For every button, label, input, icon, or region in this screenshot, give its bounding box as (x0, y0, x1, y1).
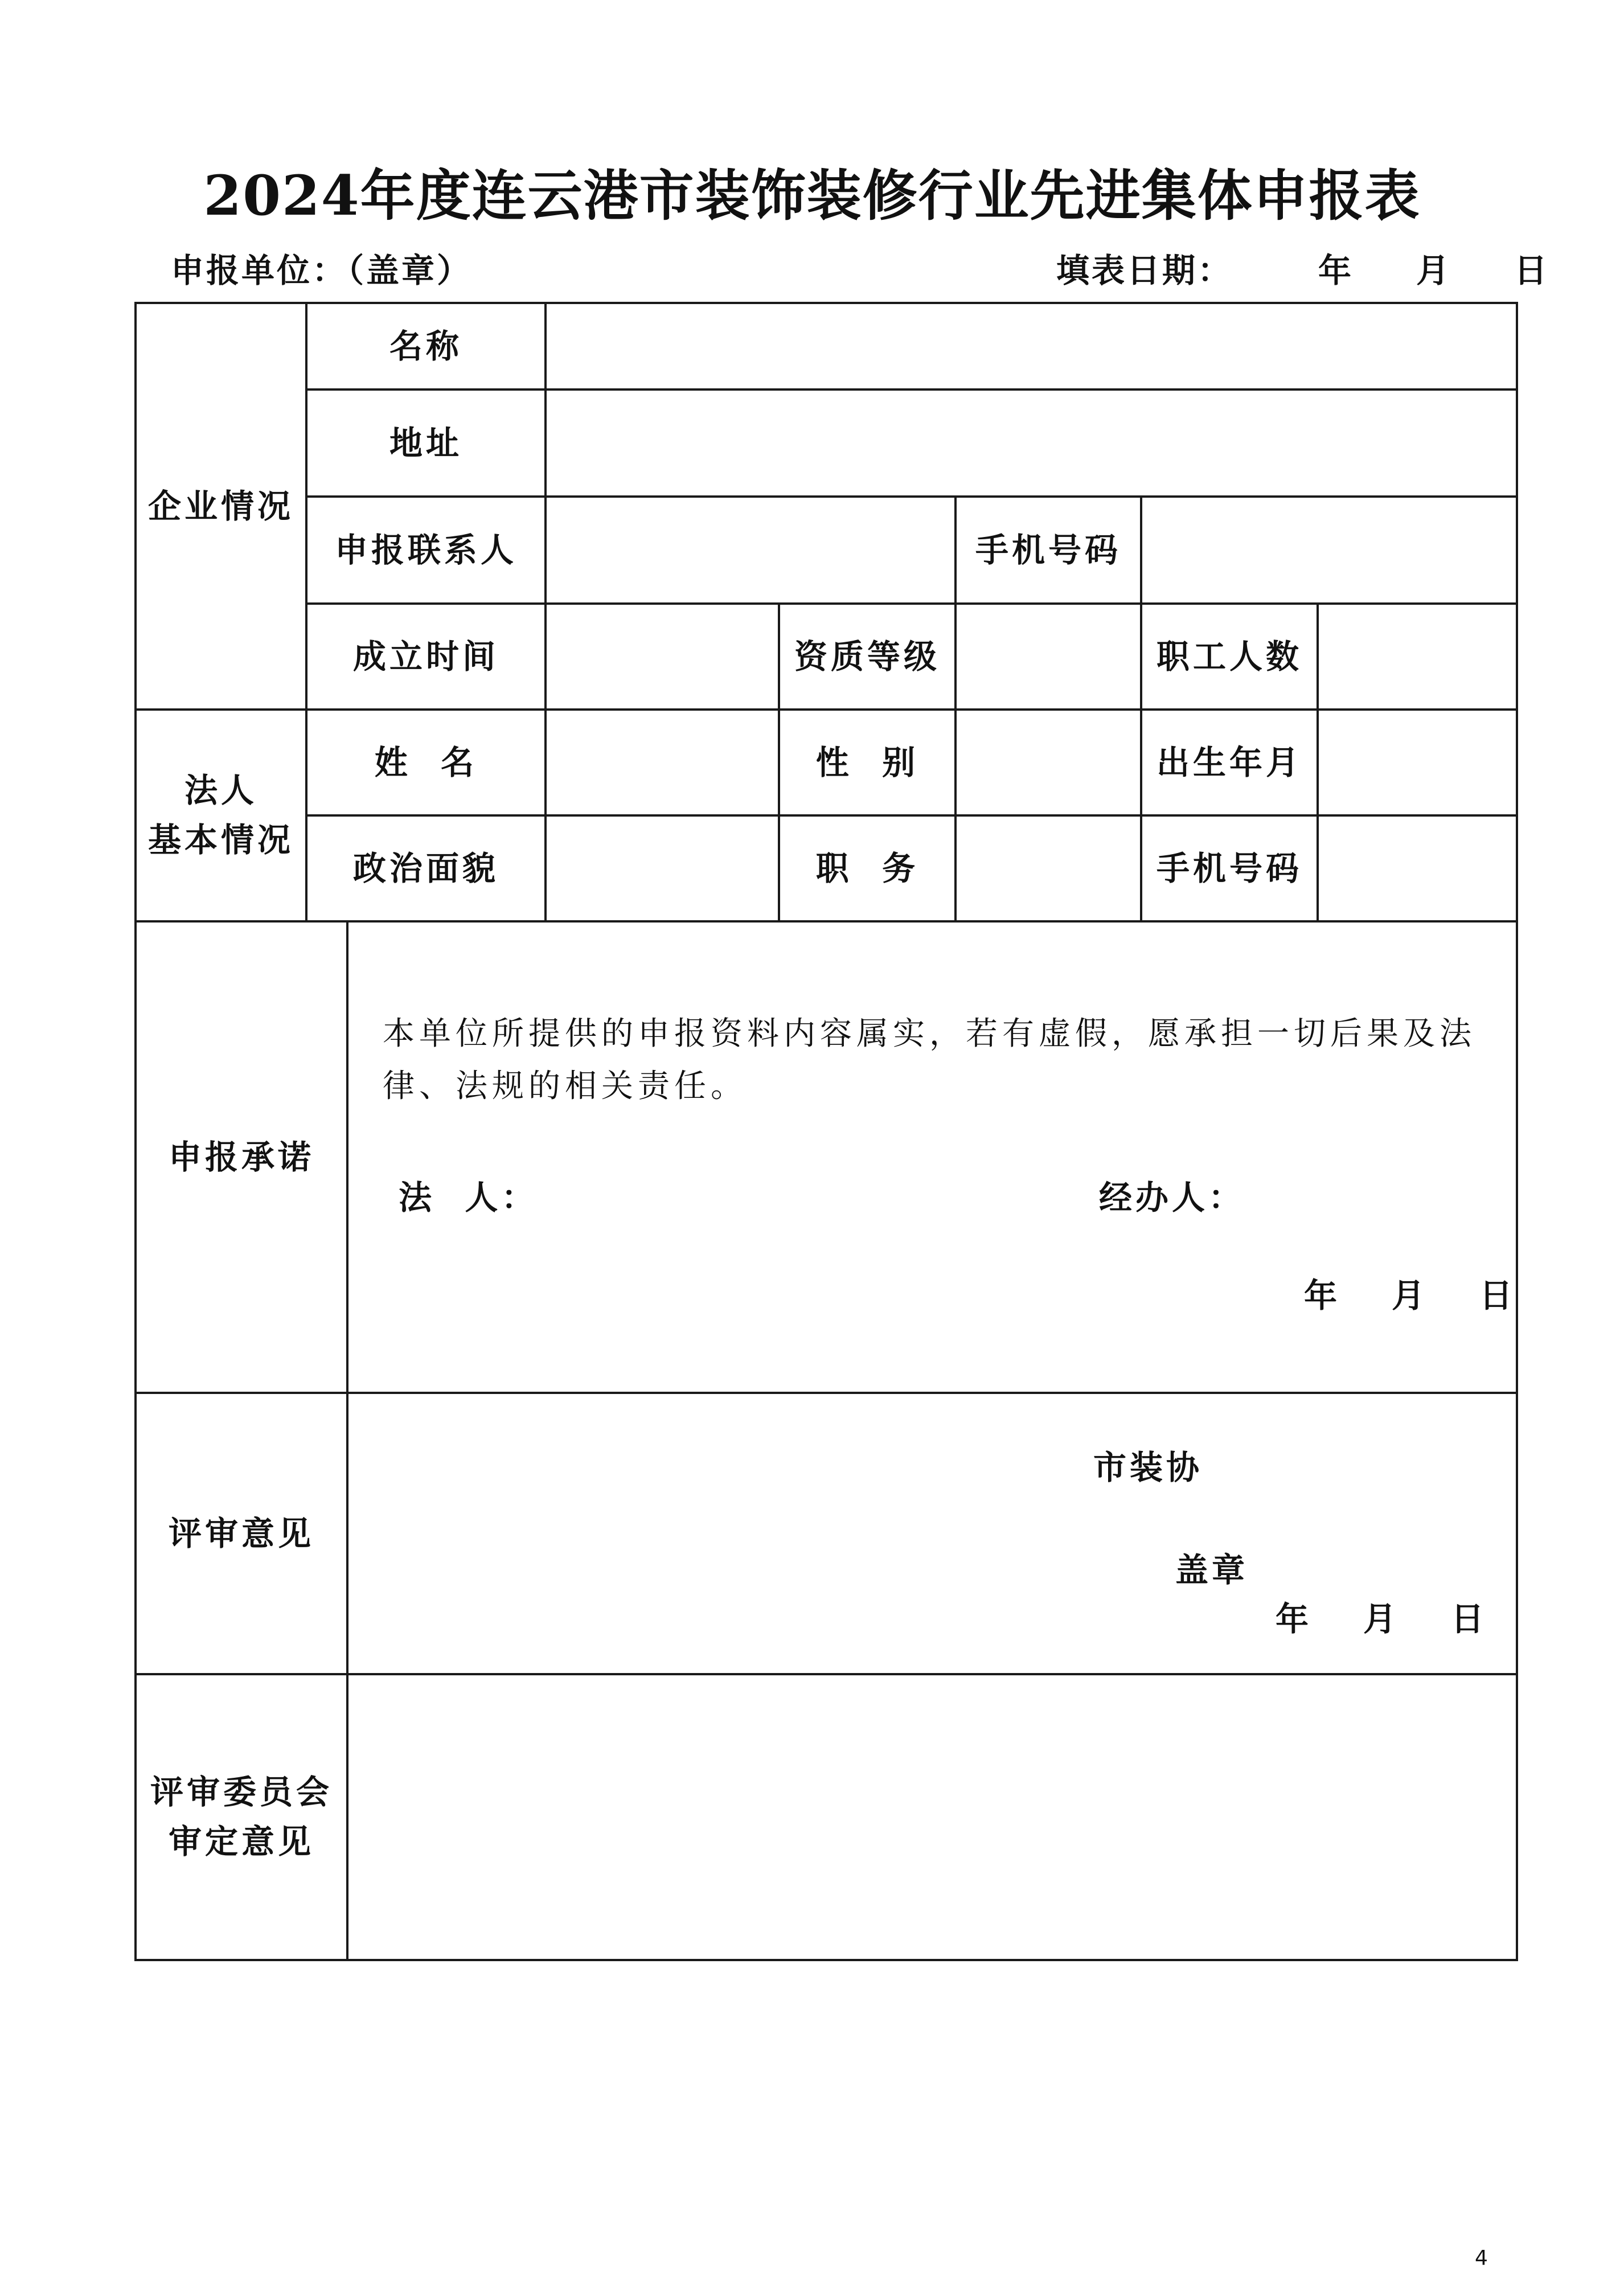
address-label: 地址 (389, 423, 462, 462)
committee-section-label (137, 1675, 346, 1959)
political-input[interactable] (547, 817, 778, 920)
review-section-label: 评审意见 (168, 1514, 314, 1553)
commitment-day: 日 (1479, 1276, 1516, 1315)
name-input[interactable] (547, 304, 1515, 388)
legal-person-label-line1: 法人 (184, 771, 257, 810)
legal-name-input[interactable] (547, 711, 778, 814)
date-year: 年 (1318, 251, 1354, 290)
gender-label: 性 别 (815, 743, 919, 782)
birth-input[interactable] (1319, 711, 1516, 814)
commitment-handler-label: 经办人： (1099, 1178, 1245, 1217)
fill-date (1056, 244, 1549, 292)
review-seal: 盖章 (1175, 1551, 1249, 1589)
mobile-input[interactable] (1142, 498, 1516, 602)
commitment-text: 本单位所提供的申报资料内容属实，若有虚假，愿承担一切后果及法律、法规的相关责任。 (383, 1015, 1476, 1105)
legal-name-label: 姓 名 (374, 743, 478, 782)
date-month: 月 (1416, 251, 1452, 290)
name-label: 名称 (389, 326, 462, 366)
founded-input[interactable] (547, 605, 778, 708)
date-label: 填表日期： (1056, 251, 1233, 290)
founded-label: 成立时间 (352, 637, 499, 676)
committee-opinion-area[interactable] (348, 1675, 1516, 1959)
committee-label-line2: 审定意见 (168, 1822, 314, 1861)
legal-mobile-label: 手机号码 (1156, 848, 1302, 888)
enterprise-section-label: 企业情况 (147, 486, 294, 526)
page-number: 4 (1475, 2246, 1488, 2270)
review-month: 月 (1363, 1600, 1400, 1638)
staff-count-label: 职工人数 (1156, 637, 1302, 676)
date-day: 日 (1514, 251, 1550, 290)
political-label: 政治面貌 (352, 848, 499, 888)
qualification-label: 资质等级 (794, 637, 940, 676)
qualification-input[interactable] (957, 605, 1140, 708)
committee-label-line1: 评审委员会 (150, 1773, 333, 1811)
commitment-legal-label: 法 人： (399, 1178, 538, 1217)
review-year: 年 (1276, 1600, 1313, 1638)
commitment-month: 月 (1392, 1276, 1429, 1315)
birth-label: 出生年月 (1156, 743, 1302, 782)
commitment-date (1304, 1269, 1516, 1317)
applicant-label: 申报单位：（盖章） (171, 251, 473, 290)
address-input[interactable] (547, 391, 1515, 495)
contact-input[interactable] (547, 498, 954, 602)
legal-person-section-label (137, 711, 305, 920)
review-day: 日 (1451, 1600, 1488, 1638)
legal-mobile-input[interactable] (1319, 817, 1516, 920)
position-input[interactable] (957, 817, 1140, 920)
review-date (1276, 1592, 1487, 1640)
position-label: 职 务 (815, 848, 919, 888)
commitment-section-label: 申报承诺 (168, 1137, 314, 1176)
review-org: 市装协 (1093, 1448, 1203, 1487)
commitment-year: 年 (1304, 1276, 1341, 1315)
gender-input[interactable] (957, 711, 1140, 814)
legal-person-label-line2: 基本情况 (147, 821, 294, 859)
page-title: 2024年度连云港市装饰装修行业先进集体申报表 (203, 163, 1421, 228)
staff-count-input[interactable] (1319, 605, 1516, 708)
contact-label: 申报联系人 (334, 530, 517, 569)
mobile-label: 手机号码 (975, 530, 1121, 569)
